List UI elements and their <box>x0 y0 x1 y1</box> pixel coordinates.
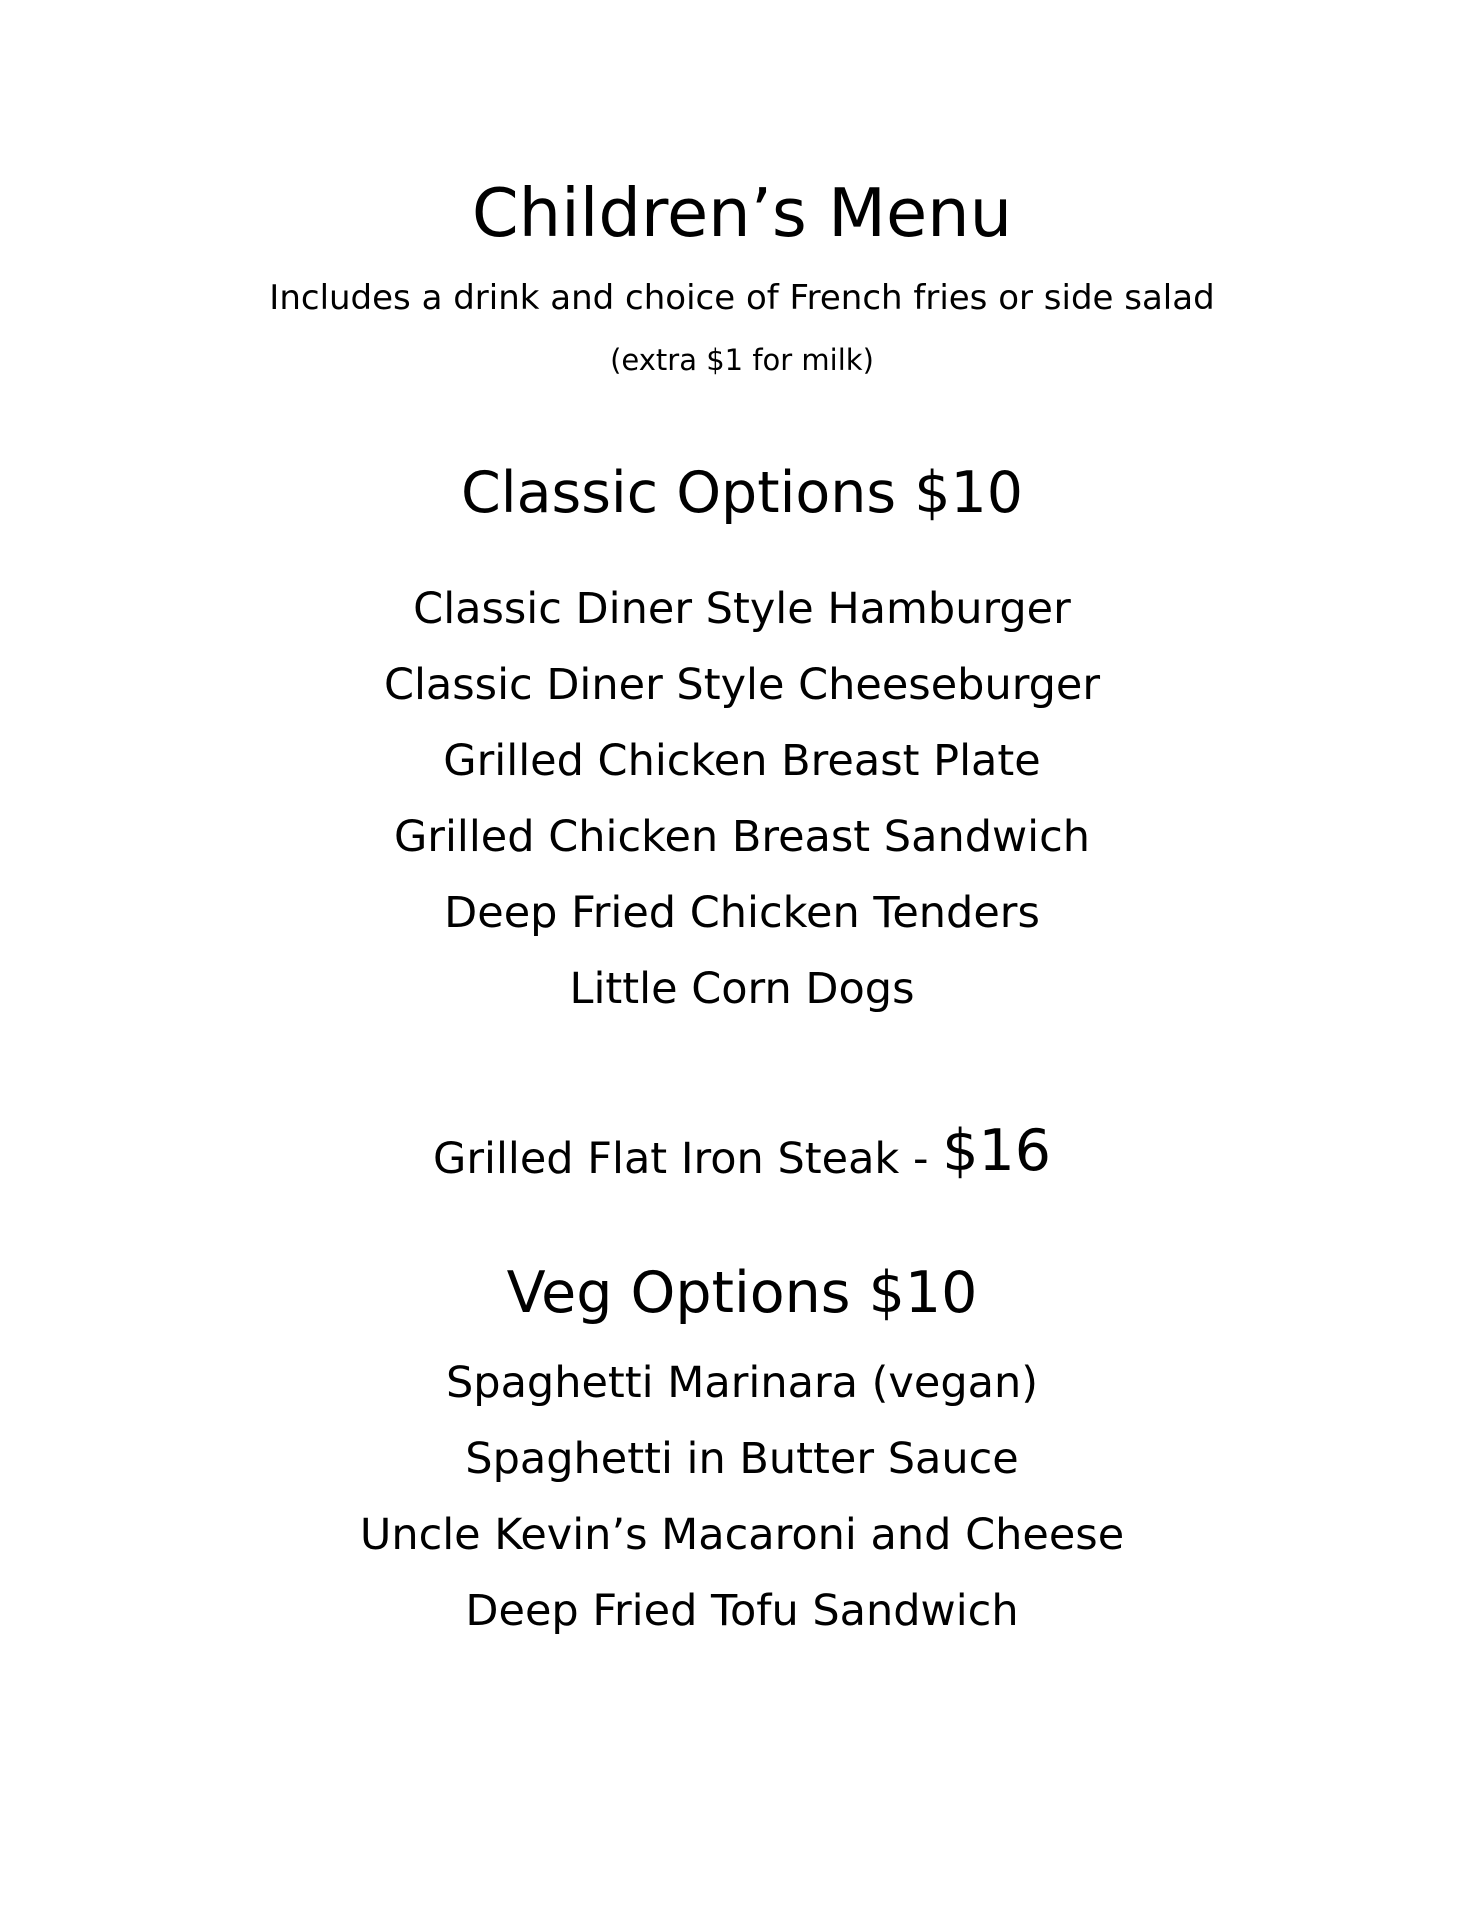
menu-item: Classic Diner Style Cheeseburger <box>383 660 1101 710</box>
steak-item <box>0 1118 1484 1184</box>
menu-item: Little Corn Dogs <box>569 964 915 1014</box>
steak-label: Grilled Flat Iron Steak - <box>433 1134 943 1184</box>
menu-item: Uncle Kevin’s Macaroni and Cheese <box>359 1510 1125 1560</box>
menu-item: Deep Fried Tofu Sandwich <box>465 1586 1019 1636</box>
menu-item: Grilled Chicken Breast Sandwich <box>393 812 1091 862</box>
classic-options-heading: Classic Options $10 <box>460 460 1024 526</box>
menu-item: Spaghetti in Butter Sauce <box>465 1434 1019 1484</box>
menu-item: Classic Diner Style Hamburger <box>413 584 1071 634</box>
menu-item: Spaghetti Marinara (vegan) <box>445 1358 1038 1408</box>
menu-subtitle: Includes a drink and choice of French fries or side salad <box>269 278 1215 318</box>
menu-item: Deep Fried Chicken Tenders <box>444 888 1040 938</box>
milk-note: (extra $1 for milk) <box>610 343 874 377</box>
menu-item: Grilled Chicken Breast Plate <box>443 736 1041 786</box>
steak-price: $16 <box>942 1118 1051 1184</box>
veg-options-heading: Veg Options $10 <box>506 1260 978 1326</box>
page-title: Children’s Menu <box>471 174 1013 252</box>
